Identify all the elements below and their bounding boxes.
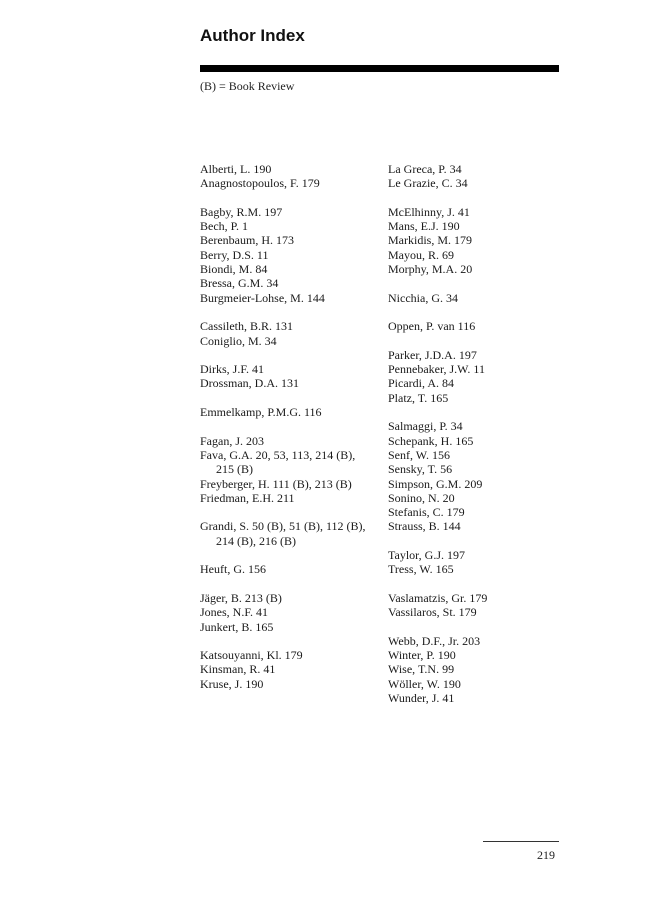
author-entry: Wise, T.N. 99 [388, 662, 455, 677]
index-letter-group [388, 634, 563, 705]
author-entry: Winter, P. 190 [388, 648, 456, 663]
index-column-left [200, 162, 385, 705]
author-entry: Bagby, R.M. 197 [200, 204, 283, 219]
index-letter-group [388, 205, 563, 276]
author-entry: Coniglio, M. 34 [200, 333, 277, 348]
author-entry: Taylor, G.J. 197 [388, 548, 466, 563]
author-entry: Tress, W. 165 [388, 562, 454, 577]
author-entry: Salmaggi, P. 34 [388, 419, 463, 434]
author-entry: Jäger, B. 213 (B) [200, 590, 282, 605]
author-entry: Le Grazie, C. 34 [388, 176, 468, 191]
page-title: Author Index [200, 26, 305, 45]
author-entry: La Greca, P. 34 [388, 162, 462, 176]
author-entry: Heuft, G. 156 [200, 562, 266, 577]
index-letter-group [388, 348, 563, 405]
author-entry: 215 (B) [216, 462, 253, 477]
author-entry: Strauss, B. 144 [388, 519, 461, 534]
author-entry: Vassilaros, St. 179 [388, 605, 477, 620]
author-entry: Kruse, J. 190 [200, 676, 264, 691]
author-entry: Drossman, D.A. 131 [200, 376, 299, 391]
author-entry: Berenbaum, H. 173 [200, 233, 294, 248]
author-entry: Fava, G.A. 20, 53, 113, 214 (B), [200, 447, 356, 462]
author-entry: Oppen, P. van 116 [388, 319, 476, 334]
author-entry: Platz, T. 165 [388, 390, 449, 405]
author-entry: Markidis, M. 179 [388, 233, 472, 248]
author-entry: Stefanis, C. 179 [388, 505, 465, 520]
author-entry: Pennebaker, J.W. 11 [388, 362, 485, 377]
author-entry: Friedman, E.H. 211 [200, 490, 295, 505]
index-letter-group [200, 405, 385, 419]
author-entry: Dirks, J.F. 41 [200, 362, 265, 377]
author-entry: Katsouyanni, Kl. 179 [200, 648, 303, 663]
index-letter-group [200, 362, 385, 391]
author-entry: Simpson, G.M. 209 [388, 476, 483, 491]
author-entry: Senf, W. 156 [388, 447, 451, 462]
author-entry: Alberti, L. 190 [200, 162, 272, 176]
author-entry: Anagnostopoulos, F. 179 [200, 176, 320, 191]
author-entry: Wöller, W. 190 [388, 676, 461, 691]
index-letter-group [388, 291, 563, 305]
index-letter-group [388, 419, 563, 533]
author-entry: Cassileth, B.R. 131 [200, 319, 294, 334]
footer-rule [483, 841, 559, 842]
index-letter-group [388, 591, 563, 620]
index-letter-group [388, 162, 563, 191]
author-entry: Sonino, N. 20 [388, 490, 455, 505]
author-entry: McElhinny, J. 41 [388, 204, 470, 219]
author-entry: Bech, P. 1 [200, 219, 248, 234]
author-entry: Grandi, S. 50 (B), 51 (B), 112 (B), [200, 519, 366, 534]
author-entry: Fagan, J. 203 [200, 433, 264, 448]
author-entry: Nicchia, G. 34 [388, 290, 458, 305]
author-entry: Jones, N.F. 41 [200, 605, 269, 620]
author-entry: Parker, J.D.A. 197 [388, 347, 477, 362]
title-rule [200, 65, 559, 72]
index-letter-group [200, 205, 385, 305]
author-entry: Junkert, B. 165 [200, 619, 274, 634]
index-letter-group [388, 548, 563, 577]
book-review-legend: (B) = Book Review [200, 79, 295, 93]
page-number: 219 [537, 848, 555, 862]
author-entry: Emmelkamp, P.M.G. 116 [200, 405, 322, 420]
author-entry: Bressa, G.M. 34 [200, 276, 279, 291]
index-letter-group [200, 519, 385, 548]
author-entry: Picardi, A. 84 [388, 376, 454, 391]
author-entry: Vaslamatzis, Gr. 179 [388, 590, 488, 605]
index-letter-group [200, 562, 385, 576]
index-letter-group [200, 648, 385, 691]
author-entry: Morphy, M.A. 20 [388, 262, 473, 277]
author-entry: Sensky, T. 56 [388, 462, 453, 477]
author-entry: Biondi, M. 84 [200, 262, 268, 277]
index-letter-group [200, 319, 385, 348]
author-entry: Mayou, R. 69 [388, 247, 454, 262]
author-entry: Schepank, H. 165 [388, 433, 474, 448]
author-entry: Berry, D.S. 11 [200, 247, 269, 262]
author-entry: Freyberger, H. 111 (B), 213 (B) [200, 476, 352, 491]
index-letter-group [200, 434, 385, 505]
index-letter-group [200, 591, 385, 634]
author-entry: Mans, E.J. 190 [388, 219, 460, 234]
author-entry: Kinsman, R. 41 [200, 662, 276, 677]
index-column-right [388, 162, 563, 720]
index-letter-group [388, 319, 563, 333]
author-entry: Webb, D.F., Jr. 203 [388, 633, 481, 648]
author-entry: Wunder, J. 41 [388, 690, 455, 705]
author-entry: 214 (B), 216 (B) [216, 533, 296, 548]
index-letter-group [200, 162, 385, 191]
author-entry: Burgmeier-Lohse, M. 144 [200, 290, 325, 305]
